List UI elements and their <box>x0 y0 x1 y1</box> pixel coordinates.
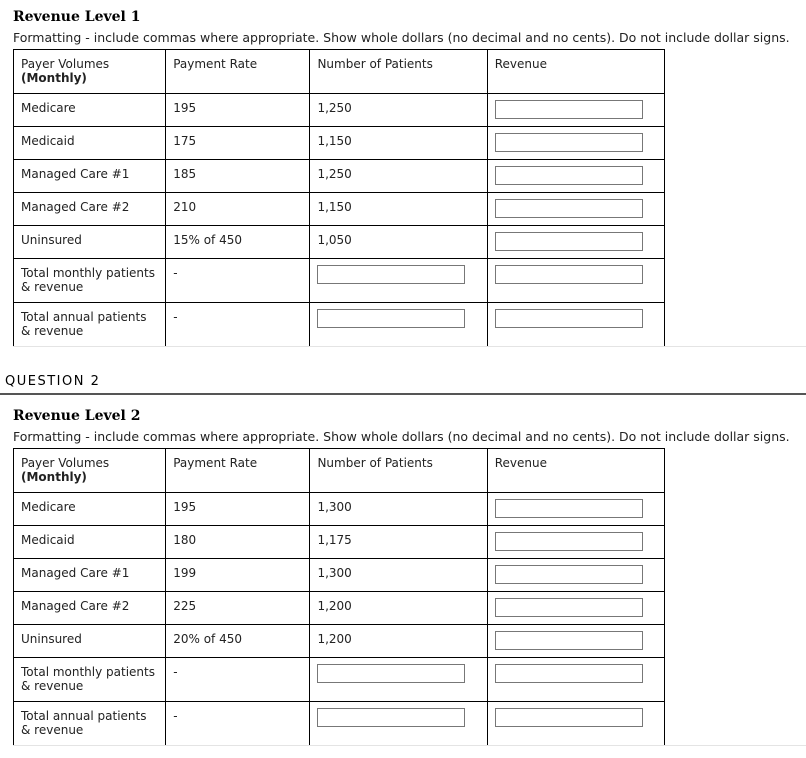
revenue-input-managed-care-2[interactable] <box>495 598 643 617</box>
total-monthly-row <box>14 658 665 702</box>
header-payer: Payer Volumes (Monthly) <box>14 50 166 94</box>
revenue-input-medicaid[interactable] <box>495 532 643 551</box>
total-monthly-row <box>14 259 665 303</box>
question-divider <box>0 393 806 395</box>
revenue-cell <box>487 193 664 226</box>
table-row <box>14 94 665 127</box>
payer-cell: Managed Care #1 <box>14 160 166 193</box>
total-annual-patients-input[interactable] <box>317 309 465 328</box>
level-2-instructions: Formatting - include commas where appropriate. Show whole dollars (no decimal and no cents). Do not include dollar signs. <box>13 429 790 444</box>
table-row <box>14 559 665 592</box>
rate-cell: 185 <box>166 160 310 193</box>
level-1-instructions: Formatting - include commas where appropriate. Show whole dollars (no decimal and no cents). Do not include dollar signs. <box>13 30 790 45</box>
patients-cell: 1,300 <box>310 493 487 526</box>
level-1-title: Revenue Level 1 <box>13 9 141 25</box>
total-monthly-revenue-input[interactable] <box>495 265 643 284</box>
table-row <box>14 625 665 658</box>
patients-cell: 1,200 <box>310 625 487 658</box>
total-monthly-patients-input[interactable] <box>317 664 465 683</box>
patients-cell: 1,150 <box>310 127 487 160</box>
payer-cell: Medicaid <box>14 526 166 559</box>
patients-cell <box>310 658 487 702</box>
payer-cell: Uninsured <box>14 226 166 259</box>
header-rate: Payment Rate <box>166 50 310 94</box>
revenue-cell <box>487 303 664 347</box>
header-revenue: Revenue <box>487 50 664 94</box>
total-annual-row <box>14 303 665 347</box>
level-1-table <box>13 49 665 347</box>
header-patients: Number of Patients <box>310 449 487 493</box>
rate-cell: 15% of 450 <box>166 226 310 259</box>
patients-cell: 1,250 <box>310 160 487 193</box>
payer-cell: Medicare <box>14 94 166 127</box>
revenue-cell <box>487 160 664 193</box>
header-revenue: Revenue <box>487 449 664 493</box>
total-monthly-patients-input[interactable] <box>317 265 465 284</box>
patients-cell <box>310 702 487 746</box>
rate-cell: 195 <box>166 94 310 127</box>
revenue-input-medicare[interactable] <box>495 499 643 518</box>
level-2-table <box>13 448 665 746</box>
revenue-cell <box>487 592 664 625</box>
patients-cell <box>310 259 487 303</box>
table-row <box>14 226 665 259</box>
revenue-input-managed-care-2[interactable] <box>495 199 643 218</box>
patients-cell: 1,250 <box>310 94 487 127</box>
revenue-cell <box>487 526 664 559</box>
patients-cell: 1,200 <box>310 592 487 625</box>
payer-cell: Medicare <box>14 493 166 526</box>
divider <box>13 745 806 746</box>
rate-cell: 199 <box>166 559 310 592</box>
rate-cell: 20% of 450 <box>166 625 310 658</box>
total-annual-row <box>14 702 665 746</box>
total-annual-revenue-input[interactable] <box>495 309 643 328</box>
revenue-cell <box>487 625 664 658</box>
revenue-cell <box>487 259 664 303</box>
revenue-input-managed-care-1[interactable] <box>495 166 643 185</box>
payer-cell: Medicaid <box>14 127 166 160</box>
level-2-title: Revenue Level 2 <box>13 408 141 424</box>
revenue-input-uninsured[interactable] <box>495 232 643 251</box>
rate-cell: 180 <box>166 526 310 559</box>
revenue-input-medicare[interactable] <box>495 100 643 119</box>
table-row <box>14 160 665 193</box>
total-annual-label: Total annual patients & revenue <box>14 702 166 746</box>
table-row <box>14 592 665 625</box>
rate-cell: 210 <box>166 193 310 226</box>
table-row <box>14 193 665 226</box>
header-payer: Payer Volumes (Monthly) <box>14 449 166 493</box>
revenue-cell <box>487 658 664 702</box>
revenue-cell <box>487 127 664 160</box>
revenue-input-medicaid[interactable] <box>495 133 643 152</box>
revenue-input-managed-care-1[interactable] <box>495 565 643 584</box>
table-row <box>14 493 665 526</box>
revenue-cell <box>487 702 664 746</box>
revenue-level-1-section <box>13 9 790 347</box>
table-header-row <box>14 50 665 94</box>
rate-cell: - <box>166 702 310 746</box>
rate-cell: - <box>166 259 310 303</box>
total-monthly-label: Total monthly patients & revenue <box>14 658 166 702</box>
revenue-cell <box>487 493 664 526</box>
rate-cell: 195 <box>166 493 310 526</box>
total-monthly-label: Total monthly patients & revenue <box>14 259 166 303</box>
table-row <box>14 127 665 160</box>
rate-cell: - <box>166 658 310 702</box>
revenue-input-uninsured[interactable] <box>495 631 643 650</box>
payer-cell: Uninsured <box>14 625 166 658</box>
rate-cell: 225 <box>166 592 310 625</box>
total-monthly-revenue-input[interactable] <box>495 664 643 683</box>
divider <box>13 346 806 347</box>
revenue-cell <box>487 94 664 127</box>
total-annual-patients-input[interactable] <box>317 708 465 727</box>
patients-cell: 1,175 <box>310 526 487 559</box>
table-row <box>14 526 665 559</box>
patients-cell: 1,300 <box>310 559 487 592</box>
payer-cell: Managed Care #1 <box>14 559 166 592</box>
revenue-cell <box>487 226 664 259</box>
total-annual-revenue-input[interactable] <box>495 708 643 727</box>
total-annual-label: Total annual patients & revenue <box>14 303 166 347</box>
revenue-level-2-section <box>13 408 790 746</box>
patients-cell: 1,150 <box>310 193 487 226</box>
question-2-label: QUESTION 2 <box>5 374 101 389</box>
patients-cell <box>310 303 487 347</box>
patients-cell: 1,050 <box>310 226 487 259</box>
payer-cell: Managed Care #2 <box>14 193 166 226</box>
rate-cell: - <box>166 303 310 347</box>
header-patients: Number of Patients <box>310 50 487 94</box>
revenue-cell <box>487 559 664 592</box>
rate-cell: 175 <box>166 127 310 160</box>
payer-cell: Managed Care #2 <box>14 592 166 625</box>
header-rate: Payment Rate <box>166 449 310 493</box>
table-header-row <box>14 449 665 493</box>
